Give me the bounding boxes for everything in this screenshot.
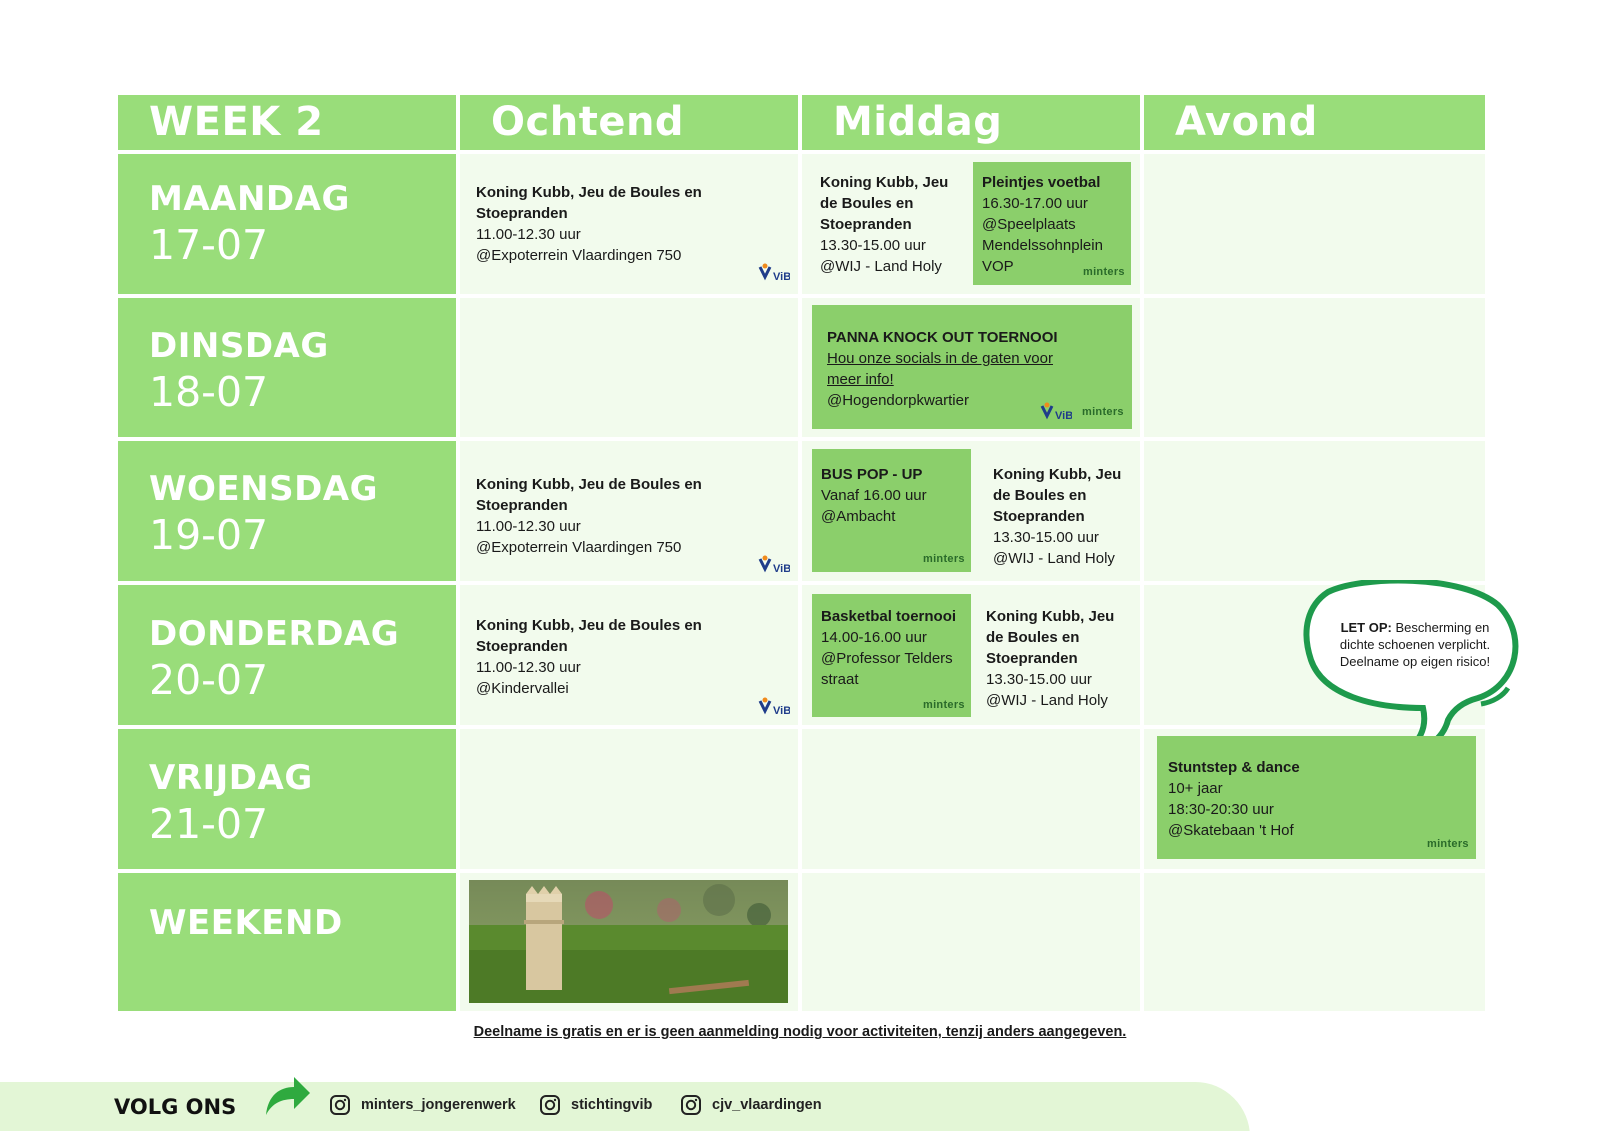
event-title: Stuntstep & dance bbox=[1168, 759, 1300, 776]
event-place: @WIJ - Land Holy bbox=[993, 550, 1115, 567]
event-wed-morning bbox=[476, 474, 776, 558]
event-title: Stoepranden bbox=[476, 638, 568, 655]
event-place: @WIJ - Land Holy bbox=[986, 692, 1108, 709]
event-mon-midday-b bbox=[982, 172, 1127, 277]
bubble-message: Bescherming en dichte schoenen verplicht. Deelname op eigen risico! bbox=[1339, 620, 1491, 669]
week-header: WEEK 2 bbox=[118, 95, 456, 150]
minters-logo: minters bbox=[923, 553, 965, 565]
event-title: Stoepranden bbox=[820, 216, 912, 233]
event-place: @Expoterrein Vlaardingen 750 bbox=[476, 247, 682, 264]
kubb-photo bbox=[469, 880, 788, 1003]
day-label-dinsdag bbox=[118, 298, 456, 437]
vib-logo bbox=[758, 697, 790, 719]
cell-fri-middag bbox=[802, 729, 1140, 869]
event-title: Koning Kubb, Jeu bbox=[993, 466, 1122, 483]
event-time: Vanaf 16.00 uur bbox=[821, 487, 927, 504]
vib-logo bbox=[758, 555, 790, 577]
vib-logo-text: ViB bbox=[773, 563, 790, 575]
column-header-middag: Middag bbox=[802, 95, 1140, 150]
event-tue-midday bbox=[827, 327, 1127, 411]
event-time: 14.00-16.00 uur bbox=[821, 629, 927, 646]
minters-logo: minters bbox=[1083, 266, 1125, 278]
event-title: Koning Kubb, Jeu bbox=[820, 174, 949, 191]
day-label-vrijdag bbox=[118, 729, 456, 869]
day-date: 18-07 bbox=[149, 368, 269, 416]
social-handle: stichtingvib bbox=[571, 1097, 653, 1113]
minters-logo: minters bbox=[1427, 838, 1469, 850]
event-place: straat bbox=[821, 671, 859, 688]
day-name: WOENSDAG bbox=[149, 469, 379, 509]
day-name: DONDERDAG bbox=[149, 614, 400, 654]
follow-us-label: VOLG ONS bbox=[114, 1095, 237, 1119]
cell-fri-ochtend bbox=[460, 729, 798, 869]
social-handle: minters_jongerenwerk bbox=[361, 1097, 516, 1113]
cell-weekend-avond bbox=[1144, 873, 1485, 1011]
event-title: Koning Kubb, Jeu de Boules en bbox=[476, 617, 702, 634]
event-wed-midday-b bbox=[993, 464, 1143, 569]
instagram-icon bbox=[680, 1094, 702, 1116]
cell-weekend-middag bbox=[802, 873, 1140, 1011]
event-thu-midday-a bbox=[821, 606, 969, 690]
event-time: 13.30-15.00 uur bbox=[993, 529, 1099, 546]
event-place: VOP bbox=[982, 258, 1014, 275]
event-mon-morning bbox=[476, 182, 776, 266]
day-date: 21-07 bbox=[149, 800, 269, 848]
event-title: de Boules en bbox=[820, 195, 914, 212]
social-handle: cjv_vlaardingen bbox=[712, 1097, 822, 1113]
minters-logo: minters bbox=[923, 699, 965, 711]
event-title: Basketbal toernooi bbox=[821, 608, 957, 625]
speech-bubble-icon bbox=[1303, 580, 1523, 760]
event-place: @WIJ - Land Holy bbox=[820, 258, 942, 275]
participation-note: Deelname is gratis en er is geen aanmelding nodig voor activiteiten, tenzij anders aangegeven. bbox=[473, 1024, 1127, 1040]
day-label-donderdag bbox=[118, 585, 456, 725]
day-name: DINSDAG bbox=[149, 326, 329, 366]
event-title: de Boules en bbox=[993, 487, 1087, 504]
social-cjv[interactable] bbox=[680, 1094, 822, 1116]
social-vib[interactable] bbox=[539, 1094, 652, 1116]
bubble-text bbox=[1332, 619, 1498, 670]
minters-logo: minters bbox=[1082, 406, 1124, 418]
column-header-ochtend: Ochtend bbox=[460, 95, 798, 150]
day-date: 17-07 bbox=[149, 221, 269, 269]
day-label-woensdag bbox=[118, 441, 456, 581]
event-time: 11.00-12.30 uur bbox=[476, 226, 581, 243]
event-title: Stoepranden bbox=[993, 508, 1085, 525]
event-mon-midday-a bbox=[820, 172, 970, 277]
event-title: Stoepranden bbox=[476, 205, 568, 222]
day-label-maandag bbox=[118, 154, 456, 294]
event-time: 13.30-15.00 uur bbox=[820, 237, 926, 254]
vib-logo bbox=[1040, 402, 1072, 424]
event-title: Koning Kubb, Jeu de Boules en bbox=[476, 476, 702, 493]
schedule-grid bbox=[118, 95, 1485, 1011]
instagram-icon bbox=[539, 1094, 561, 1116]
cell-tue-ochtend bbox=[460, 298, 798, 437]
day-name: MAANDAG bbox=[149, 179, 350, 219]
vib-logo-text: ViB bbox=[1055, 410, 1072, 422]
day-label-weekend bbox=[118, 873, 456, 1011]
event-title: Koning Kubb, Jeu bbox=[986, 608, 1115, 625]
day-name: VRIJDAG bbox=[149, 758, 313, 798]
column-header-avond: Avond bbox=[1144, 95, 1485, 150]
event-title: Pleintjes voetbal bbox=[982, 174, 1101, 191]
event-place: @Ambacht bbox=[821, 508, 896, 525]
day-date: 20-07 bbox=[149, 656, 269, 704]
event-wed-midday-a bbox=[821, 464, 966, 527]
day-name: WEEKEND bbox=[149, 903, 343, 943]
event-time: 16.30-17.00 uur bbox=[982, 195, 1088, 212]
cell-mon-avond bbox=[1144, 154, 1485, 294]
event-title: de Boules en bbox=[986, 629, 1080, 646]
vib-logo-text: ViB bbox=[773, 271, 790, 283]
bubble-bold: LET OP: bbox=[1340, 620, 1392, 635]
curved-arrow-icon bbox=[262, 1075, 312, 1119]
socials-link[interactable]: Hou onze socials in de gaten voor bbox=[827, 350, 1053, 367]
event-place: @Kindervallei bbox=[476, 680, 569, 697]
event-place: @Expoterrein Vlaardingen 750 bbox=[476, 539, 682, 556]
event-time: 18:30-20:30 uur bbox=[1168, 801, 1274, 818]
cell-tue-avond bbox=[1144, 298, 1485, 437]
instagram-icon bbox=[329, 1094, 351, 1116]
event-time: 11.00-12.30 uur bbox=[476, 518, 581, 535]
socials-link[interactable]: meer info! bbox=[827, 371, 894, 388]
social-minters[interactable] bbox=[329, 1094, 516, 1116]
event-title: PANNA KNOCK OUT TOERNOOI bbox=[827, 329, 1058, 346]
event-thu-midday-b bbox=[986, 606, 1136, 711]
day-date: 19-07 bbox=[149, 511, 269, 559]
vib-logo-text: ViB bbox=[773, 705, 790, 717]
event-age: 10+ jaar bbox=[1168, 780, 1223, 797]
event-thu-morning bbox=[476, 615, 776, 699]
event-time: 11.00-12.30 uur bbox=[476, 659, 581, 676]
event-title: Koning Kubb, Jeu de Boules en bbox=[476, 184, 702, 201]
event-title: Stoepranden bbox=[476, 497, 568, 514]
event-place: @Skatebaan 't Hof bbox=[1168, 822, 1294, 839]
event-time: 13.30-15.00 uur bbox=[986, 671, 1092, 688]
event-place: @Professor Telders bbox=[821, 650, 953, 667]
event-place: Mendelssohnplein bbox=[982, 237, 1103, 254]
event-place: @Hogendorpkwartier bbox=[827, 392, 969, 409]
vib-logo bbox=[758, 263, 790, 285]
event-title: BUS POP - UP bbox=[821, 466, 923, 483]
event-place: @Speelplaats bbox=[982, 216, 1076, 233]
cell-wed-avond bbox=[1144, 441, 1485, 581]
event-title: Stoepranden bbox=[986, 650, 1078, 667]
event-fri-evening bbox=[1168, 757, 1448, 841]
